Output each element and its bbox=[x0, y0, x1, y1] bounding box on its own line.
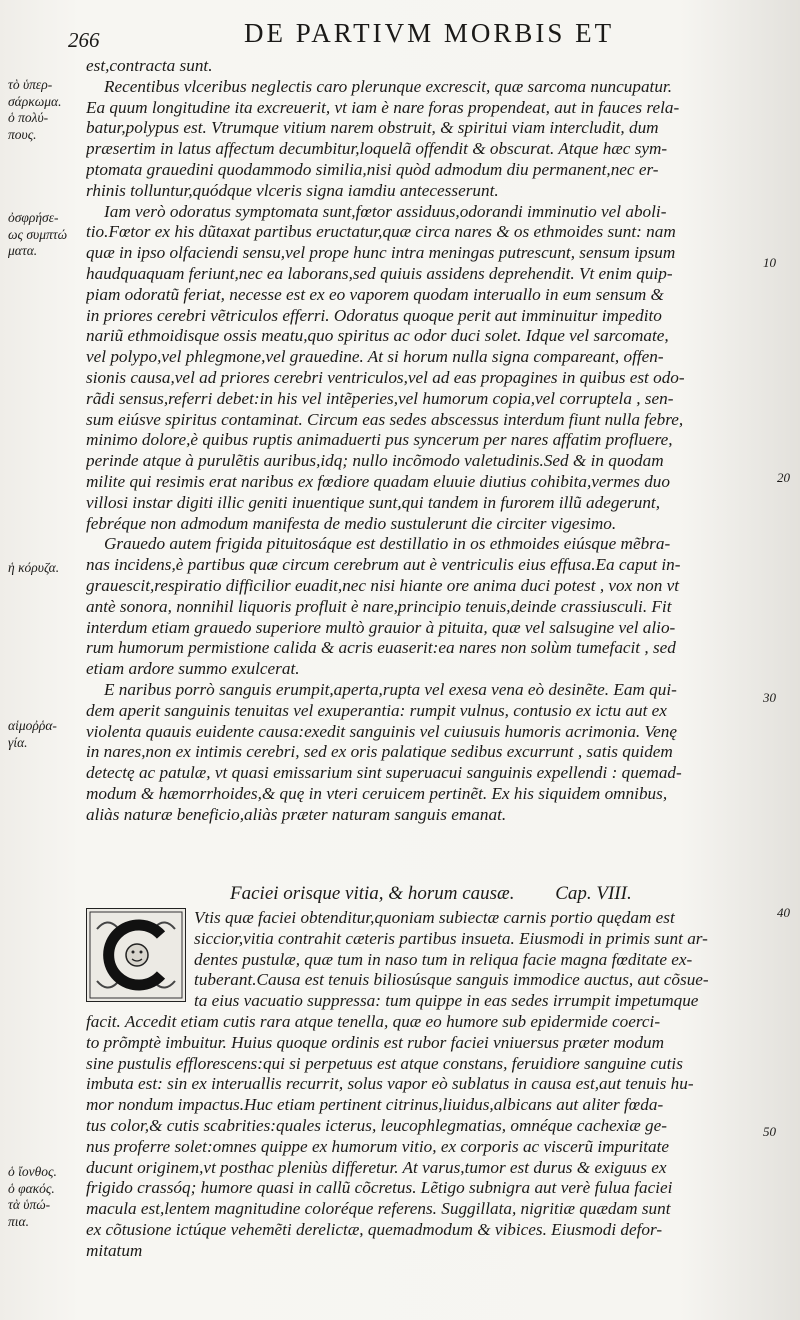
text-line: Vtis quæ faciei obtenditur,quoniam subiectæ carnis portio quędam est bbox=[194, 908, 675, 927]
text-line: macula est,lentem magnitudine coloréque referens. Suggillata, nigritiæ quædam sunt bbox=[86, 1199, 671, 1219]
text-line: ptomata grauedini quodammodo similia,nisi quòd admodum diu permanent,nec er- bbox=[86, 159, 659, 179]
text-line: tio.Fœtor ex his dũtaxat partibus eructatur,quæ circa nares & os ethmoides sunt: nam bbox=[86, 222, 676, 242]
text-line: mitatum bbox=[86, 1240, 143, 1260]
text-line: vel polypo,vel phlegmone,vel grauedine. At si horum nulla signa compareant, offen- bbox=[86, 347, 664, 367]
chapter-heading bbox=[230, 883, 632, 905]
text-line: dem aperit sanguinis tenuitas vel exuperantia: rumpit vulnus, contusio ex ictu aut ex bbox=[86, 700, 667, 720]
chapter-number: Cap. VIII. bbox=[555, 883, 632, 904]
text-line: ducunt originem,vt posthac pleniùs differetur. At varus,tumor est durus & exiguus ex bbox=[86, 1157, 667, 1177]
text-line: Recentibus vlceribus neglectis caro plerunque excrescit, quæ sarcoma nuncupatur. bbox=[104, 76, 673, 96]
text-line: Iam verò odoratus symptomata sunt,fœtor assiduus,odorandi imminutio vel aboli- bbox=[104, 201, 667, 221]
text-line: dentes pustulæ, quæ tum in naso tum in reliqua facie magna fœditate ex- bbox=[194, 949, 693, 969]
text-line: nariũ ethmoidisque ossis meatu,quo spiritus ac odor duci solet. Idque vel sarcomate, bbox=[86, 326, 669, 346]
page-number: 266 bbox=[68, 28, 100, 52]
margin-note: ἡ κόρυζα. bbox=[8, 560, 60, 575]
text-line: sine pustulis efflorescens:qui si perpetuus est atque constans, feruidiore sanguine cutis bbox=[86, 1053, 683, 1073]
text-line: mor nondum impactus.Huc etiam pertinent citrinus,liuidus,albicans aut aliter fœda- bbox=[86, 1095, 664, 1115]
text-line: modum & hæmorrhoides,& quę in vteri ceruicem pertinẽt. Ex his siquidem omnibus, bbox=[86, 783, 668, 803]
text-line: violenta quauis euidente causa:exedit sanguinis vel cuiusuis humoris acrimonia. Venę bbox=[86, 721, 677, 741]
margin-note: αἱμοῤῥα- γία. bbox=[8, 718, 57, 750]
text-line: to prõmptè imbuitur. Huius quoque ordinis est rubor faciei vniuersus præter modum bbox=[86, 1032, 665, 1052]
margin-note: τὸ ὑπερ- σάρκωμα. ὁ πολύ- πους. bbox=[8, 77, 62, 142]
text-line: E naribus porrò sanguis erumpit,aperta,rupta vel exesa vena eò desinẽte. Eam qui- bbox=[104, 679, 677, 699]
text-line: batur,polypus est. Vtrumque vitium narem obstruit, & spiritui viam intercludit, dum bbox=[86, 118, 659, 138]
text-line: imbuta est: sin ex interuallis recurrit, solus vapor eò sublatus in causa est,aut tenuis hu- bbox=[86, 1074, 694, 1094]
text-line: facit. Accedit etiam cutis rara atque tenella, quæ eo humore sub epidermide coerci- bbox=[86, 1011, 661, 1031]
text-line: febréque non admodum manifesta de medio sustulerunt die circiter vigesimo. bbox=[86, 513, 617, 533]
line-number: 50 bbox=[763, 1124, 776, 1139]
text-line: minimo dolore,è quibus ruptis animaduerti pus syncerum per nares affatim profluere, bbox=[86, 430, 673, 450]
text-line: ex cõtusione ictúque vehemẽti derelictæ, quemadmodum & vibices. Eiusmodi defor- bbox=[86, 1219, 663, 1239]
text-line: milite qui resimis erat naribus ex fœdiore quadam eluuie diutius cohibita,vermes duo bbox=[86, 471, 670, 491]
text-line: detectę ac patulæ, vt quasi emissarium sint superuacui sanguinis expellendi : quemad- bbox=[86, 763, 682, 783]
text-line: perinde atque à purulẽtis auribus,idq; nullo incõmodo valetudinis.Sed & in quodam bbox=[86, 451, 664, 471]
text-line: præsertim in latus affectum decumbitur,loquelã offendit & obscurat. Atque hæc sym- bbox=[86, 139, 668, 159]
text-line: etiam ardore summo exulcerat. bbox=[86, 659, 300, 679]
line-number: 20 bbox=[777, 470, 790, 485]
text-line: nas incidens,è partibus quæ circum cerebrum aut è ventriculis eius effusa.Ea caput in- bbox=[86, 555, 681, 575]
section-1-text bbox=[86, 56, 772, 825]
text-line: in priores cerebri vẽtriculos efferri. Odoratus quoque perit aut imminuitur impedito bbox=[86, 305, 662, 325]
text-line: Ea quum longitudine ita excreuerit, vt iam è nare foras propendeat, aut in fauces rela- bbox=[86, 97, 680, 117]
text-line: interdum etiam grauedo superiore multò grauior à pituita, quæ vel salsugine vel alio- bbox=[86, 617, 676, 637]
text-line: piam odoratũ feriat, necesse est ex eo vaporem quodam interuallo in eum sensum & bbox=[86, 284, 664, 304]
text-line: frigido crassóq; humore quasi in callũ cõcretus. Lẽtigo subnigra aut verè fulua faciei bbox=[86, 1178, 673, 1198]
chapter-title: Faciei orisque vitia, & horum causæ. bbox=[230, 883, 515, 904]
section-2-text bbox=[86, 908, 772, 1262]
text-line: sum eiúsve spiritus contaminat. Circum eas sedes abscessus interdum fiunt nulla febre, bbox=[86, 409, 684, 429]
text-line: siccior,vitia contrahit cæteris partibus insueta. Eiusmodi in primis sunt ar- bbox=[194, 928, 708, 948]
text-line: haudquaquam feriunt,nec ea laborans,sed quiuis assidens deprehendit. Vt enim quip- bbox=[86, 263, 673, 283]
text-line: sionis causa,vel ad priores cerebri ventriculos,vel ad eas propagines in quibus est odo- bbox=[86, 367, 685, 387]
text-line: tus color,& cutis scabrities:quales icterus, leucophlegmatias, omnéque cachexiæ ge- bbox=[86, 1115, 667, 1135]
text-line: villosi instar digiti illic geniti inuentique sunt,qui tandem in furorem illũ adegerunt, bbox=[86, 492, 660, 512]
text-line: nus proferre solet:omnes quippe ex humorum vitio, ex corporis ac viscerũ impuritate bbox=[86, 1136, 669, 1156]
margin-note: ὀσφρήσε- ως συμπτώ ματα. bbox=[8, 210, 68, 258]
text-line: rhinis tolluntur,quódque vlceris signa iamdiu antecesserunt. bbox=[86, 180, 499, 200]
line-number: 40 bbox=[777, 905, 790, 920]
margin-note: ὁ ἴονθος. ὁ φακός. τὰ ὑπώ- πια. bbox=[8, 1164, 57, 1229]
running-title: DE PARTIVM MORBIS ET bbox=[244, 18, 615, 48]
text-line: ta eius vacuatio suppressa: tum quippe in eas sedes irrumpit impetumque bbox=[194, 991, 699, 1011]
text-line: tuberant.Causa est tenuis biliosúsque sanguis immodice auctus, aut cõsue- bbox=[194, 970, 709, 990]
text-line: antè sonora, nonnihil liquoris profluit è nare,principio tenuis,deinde crassiusculi. Fit bbox=[86, 596, 672, 616]
text-line: rãdi sensus,referri debet:in his vel intẽperies,vel humorum copia,vel corruptela , sen- bbox=[86, 388, 674, 408]
line-number: 10 bbox=[763, 255, 776, 270]
text-line: Grauedo autem frigida pituitosáque est destillatio in os ethmoides eiúsque mẽbra- bbox=[104, 534, 671, 554]
line-number: 30 bbox=[763, 690, 776, 705]
text-line: quæ in ipso olfaciendi sensu,vel prope hunc intra meningas putrescunt, sensum ipsum bbox=[86, 243, 676, 263]
text-line: aliàs naturæ beneficio,aliàs præter naturam sanguis emanat. bbox=[86, 804, 507, 824]
text-line: rum humorum permistione calida & acris euaserit:ea nares non solùm tumefacit , sed bbox=[86, 638, 676, 658]
text-line: est,contracta sunt. bbox=[86, 56, 213, 75]
text-line: grauescit,respiratio difficilior euadit,nec nisi hiante ore anima duci potest , vox non vt bbox=[86, 575, 680, 595]
text-line: in nares,non ex intimis cerebri, sed ex oris palatique sedibus excurrunt , satis quidem bbox=[86, 742, 673, 762]
